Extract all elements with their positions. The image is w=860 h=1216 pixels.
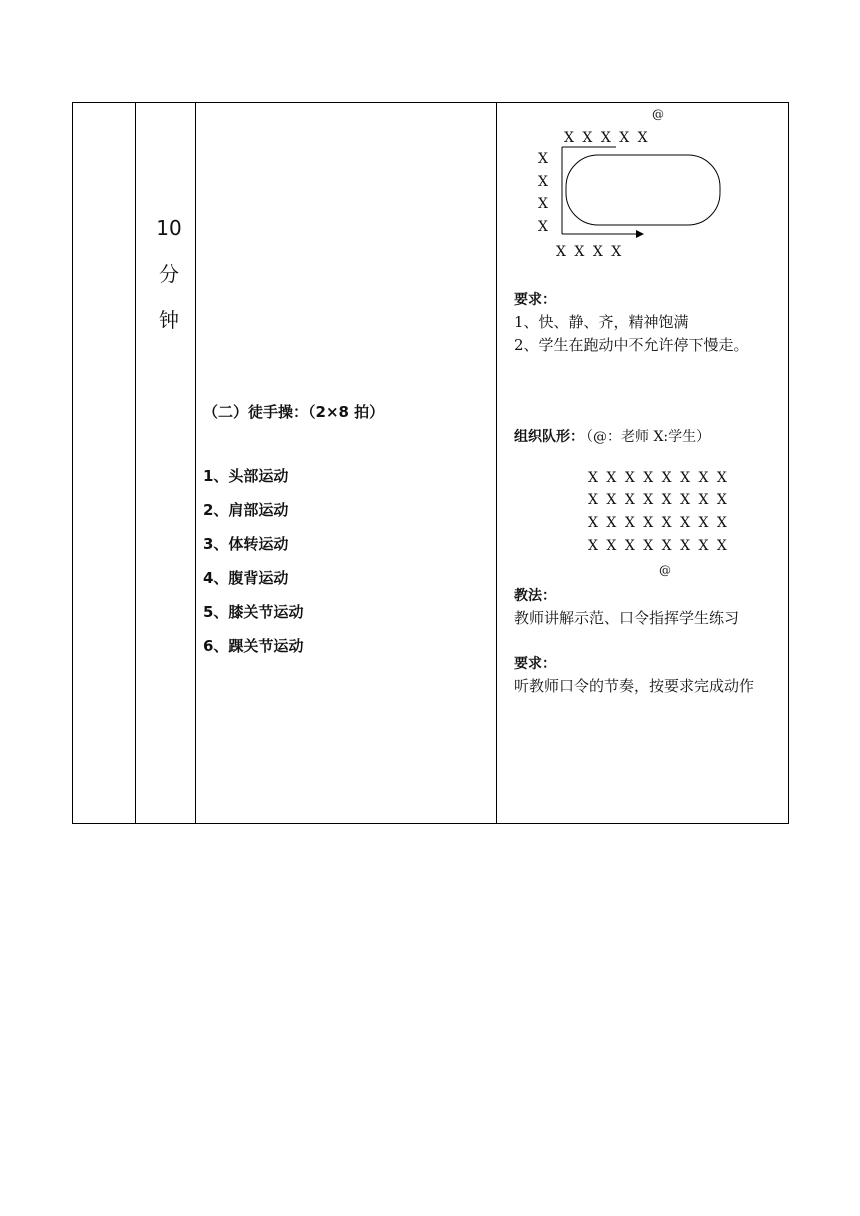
formation-teacher-mark: @ xyxy=(659,563,671,577)
formation-row: X X X X X X X X xyxy=(588,515,729,531)
direction-arrow-icon xyxy=(636,230,644,238)
time-unit-2: 钟 xyxy=(159,308,179,332)
formation-title: 组织队形： xyxy=(514,429,584,445)
requirement-item: 1、快、静、齐，精神饱满 xyxy=(514,313,689,331)
column-divider xyxy=(195,103,196,823)
formation-row: X X X X X X X X xyxy=(588,470,729,486)
column-divider xyxy=(135,103,136,823)
list-item: 2、肩部运动 xyxy=(203,501,289,519)
formation-row: X X X X X X X X xyxy=(588,538,729,554)
column-divider xyxy=(496,103,497,823)
requirement-title: 要求： xyxy=(514,292,556,308)
track-oval xyxy=(566,155,720,225)
list-item: 1、头部运动 xyxy=(203,467,289,485)
list-item: 5、膝关节运动 xyxy=(203,603,304,621)
student-col-left-3: X xyxy=(538,196,548,212)
time-cell xyxy=(145,205,193,343)
formation-row: X X X X X X X X xyxy=(588,492,729,508)
formation-legend: （@：老师 X:学生） xyxy=(579,429,711,445)
time-number: 10 xyxy=(156,216,182,240)
running-track-diagram xyxy=(556,141,736,241)
exercise-title: （二）徒手操：（2×8 拍） xyxy=(203,403,385,421)
list-item: 4、腹背运动 xyxy=(203,569,289,587)
method-title: 教法： xyxy=(514,588,556,604)
list-item: 6、踝关节运动 xyxy=(203,637,304,655)
method-text: 教师讲解示范、口令指挥学生练习 xyxy=(514,609,740,627)
requirement-title-2: 要求： xyxy=(514,656,556,672)
requirement-text: 听教师口令的节奏，按要求完成动作 xyxy=(514,677,755,695)
exercise-list xyxy=(203,466,303,670)
student-col-left-1: X xyxy=(538,151,548,167)
time-unit-1: 分 xyxy=(159,262,179,286)
teacher-mark: @ xyxy=(652,107,664,121)
list-item: 3、体转运动 xyxy=(203,535,289,553)
student-col-left-2: X xyxy=(538,174,548,190)
student-col-left-4: X xyxy=(538,219,548,235)
requirement-item: 2、学生在跑动中不允许停下慢走。 xyxy=(514,336,749,354)
student-row-top: X X X X X xyxy=(564,130,650,146)
student-row-bottom: X X X X xyxy=(556,244,624,260)
lesson-table xyxy=(72,102,789,824)
